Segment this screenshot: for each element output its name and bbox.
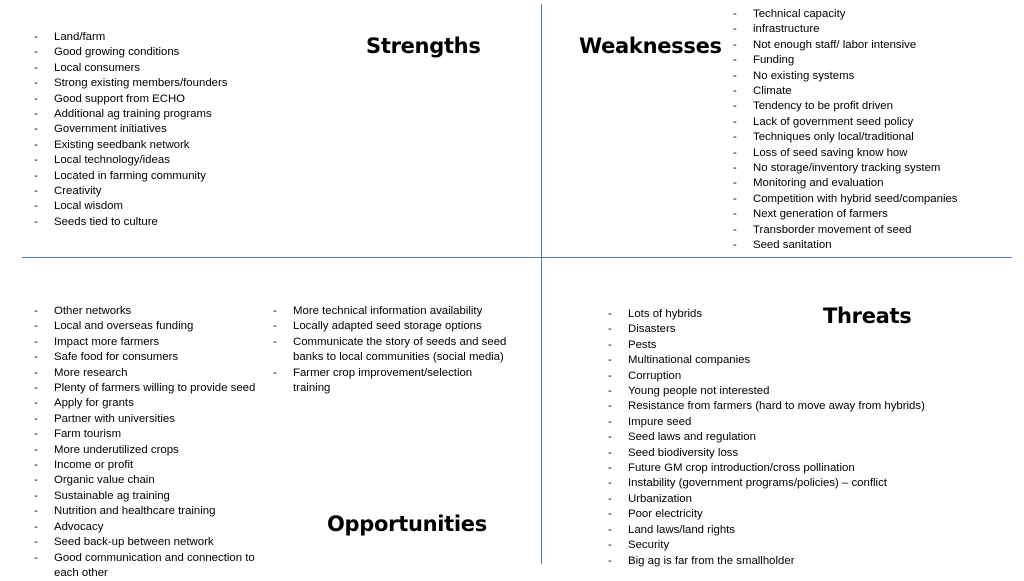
list-item: - Multinational companies	[604, 353, 925, 368]
quadrant-horizontal-divider	[22, 257, 1012, 258]
strengths-heading: Strengths	[366, 33, 481, 59]
list-item: - Good communication and connection to each other	[30, 551, 275, 581]
list-item: - Young people not interested	[604, 384, 925, 399]
quadrant-vertical-divider	[541, 4, 542, 564]
opportunities-left-list	[30, 304, 275, 581]
list-item: - Sustainable ag training	[30, 489, 275, 504]
list-item: - Not enough staff/ labor intensive	[729, 38, 958, 53]
list-item: - Seed back-up between network	[30, 535, 275, 550]
list-item: - Locally adapted seed storage options	[269, 319, 509, 334]
list-item: - Apply for grants	[30, 396, 275, 411]
list-item: - Plenty of farmers willing to provide seed	[30, 381, 275, 396]
list-item: - Instability (government programs/policies) – conflict	[604, 476, 925, 491]
threats-heading: Threats	[823, 303, 911, 329]
list-item: - No existing systems	[729, 69, 958, 84]
list-item: - Seeds tied to culture	[30, 215, 227, 230]
list-item: - Funding	[729, 53, 958, 68]
list-item: - Local technology/ideas	[30, 153, 227, 168]
list-item: - Farm tourism	[30, 427, 275, 442]
weaknesses-list	[729, 7, 958, 254]
list-item: - Organic value chain	[30, 473, 275, 488]
opportunities-heading: Opportunities	[327, 511, 487, 537]
list-item: - Pests	[604, 338, 925, 353]
list-item: - Tendency to be profit driven	[729, 99, 958, 114]
list-item: - Corruption	[604, 369, 925, 384]
threats-list	[604, 307, 925, 569]
list-item: - Climate	[729, 84, 958, 99]
list-item: - Monitoring and evaluation	[729, 176, 958, 191]
weaknesses-heading: Weaknesses	[579, 33, 722, 59]
list-item: - Impact more farmers	[30, 335, 275, 350]
opportunities-right-list	[269, 304, 509, 396]
list-item: - Safe food for consumers	[30, 350, 275, 365]
list-item: - Farmer crop improvement/selection training	[269, 366, 509, 397]
list-item: - Techniques only local/traditional	[729, 130, 958, 145]
list-item: - Disasters	[604, 322, 925, 337]
list-item: - Lack of government seed policy	[729, 115, 958, 130]
list-item: - More research	[30, 366, 275, 381]
list-item: - Local consumers	[30, 61, 227, 76]
list-item: - Seed laws and regulation	[604, 430, 925, 445]
list-item: - Security	[604, 538, 925, 553]
list-item: - Located in farming community	[30, 169, 227, 184]
list-item: - Good support from ECHO	[30, 92, 227, 107]
list-item: - Impure seed	[604, 415, 925, 430]
list-item: - Poor electricity	[604, 507, 925, 522]
list-item: - Communicate the story of seeds and seed banks to local communities (social media)	[269, 335, 509, 366]
list-item: - No storage/inventory tracking system	[729, 161, 958, 176]
list-item: - Existing seedbank network	[30, 138, 227, 153]
list-item: - Government initiatives	[30, 122, 227, 137]
list-item: - Technical capacity	[729, 7, 958, 22]
list-item: - Nutrition and healthcare training	[30, 504, 275, 519]
list-item: - More underutilized crops	[30, 443, 275, 458]
list-item: - Strong existing members/founders	[30, 76, 227, 91]
list-item: - Other networks	[30, 304, 275, 319]
list-item: - Seed biodiversity loss	[604, 446, 925, 461]
list-item: - Next generation of farmers	[729, 207, 958, 222]
list-item: - Loss of seed saving know how	[729, 146, 958, 161]
list-item: - Competition with hybrid seed/companies	[729, 192, 958, 207]
list-item: - Income or profit	[30, 458, 275, 473]
list-item: - Urbanization	[604, 492, 925, 507]
list-item: - Big ag is far from the smallholder	[604, 554, 925, 569]
list-item: - Land laws/land rights	[604, 523, 925, 538]
list-item: - Advocacy	[30, 520, 275, 535]
list-item: - Future GM crop introduction/cross pollination	[604, 461, 925, 476]
list-item: - Land/farm	[30, 30, 227, 45]
list-item: - Good growing conditions	[30, 45, 227, 60]
list-item: - Seed sanitation	[729, 238, 958, 253]
list-item: - Creativity	[30, 184, 227, 199]
list-item: - infrastructure	[729, 22, 958, 37]
list-item: - Lots of hybrids	[604, 307, 925, 322]
list-item: - Local and overseas funding	[30, 319, 275, 334]
list-item: - Additional ag training programs	[30, 107, 227, 122]
list-item: - Transborder movement of seed	[729, 223, 958, 238]
list-item: - Resistance from farmers (hard to move away from hybrids)	[604, 399, 925, 414]
list-item: - More technical information availability	[269, 304, 509, 319]
list-item: - Local wisdom	[30, 199, 227, 214]
list-item: - Partner with universities	[30, 412, 275, 427]
strengths-list	[30, 30, 227, 230]
